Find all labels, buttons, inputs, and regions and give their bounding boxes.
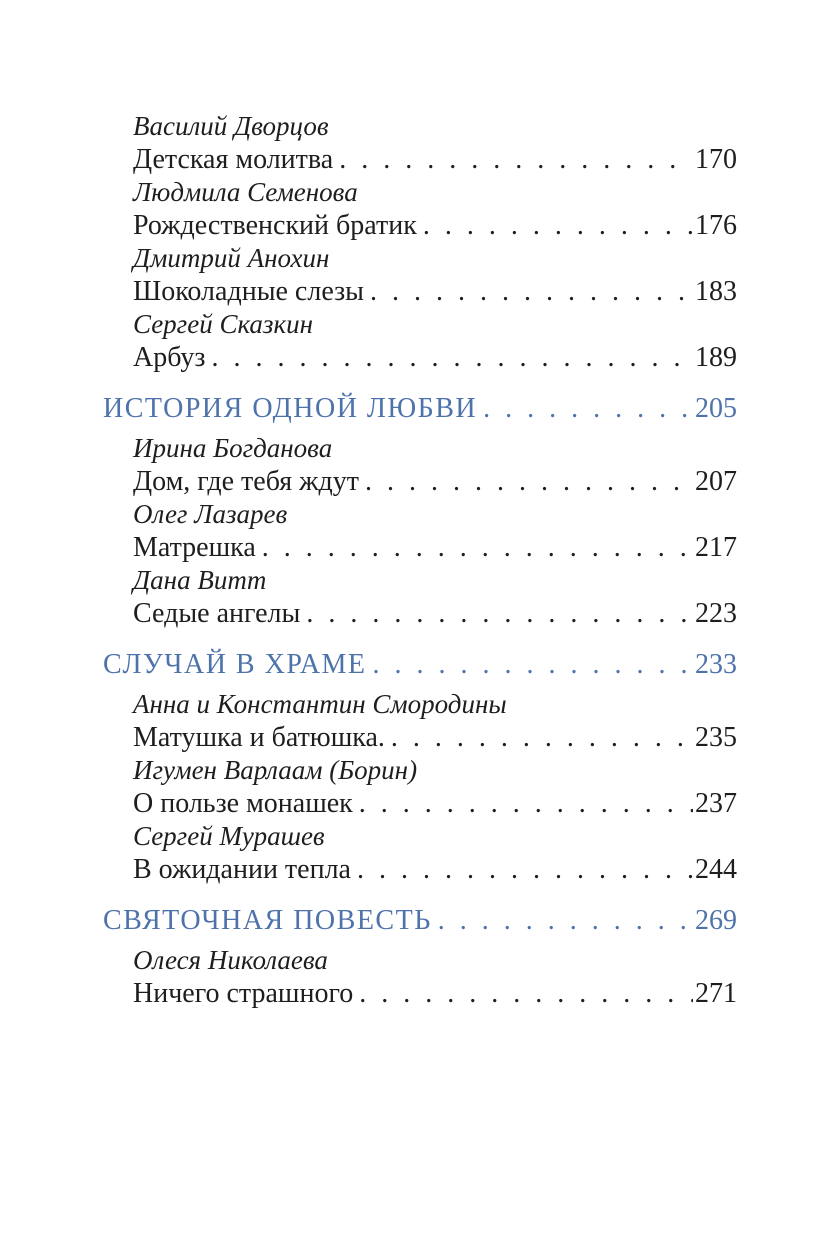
- dot-leader: [357, 853, 693, 886]
- entry-page-number: 170: [695, 144, 737, 175]
- dot-leader: [391, 721, 693, 754]
- toc-section-header: [103, 648, 737, 681]
- toc-entry: [133, 432, 737, 498]
- dot-leader: [370, 275, 693, 308]
- entry-title: О пользе монашек: [133, 788, 353, 819]
- toc-section-header: [103, 392, 737, 425]
- entry-title-line: [133, 275, 737, 308]
- toc-section-entries: [133, 432, 737, 630]
- entry-author: Дана Витт: [133, 565, 267, 595]
- entry-author: Сергей Мурашев: [133, 821, 325, 851]
- toc-section: [103, 110, 737, 374]
- entry-author: Людмила Семенова: [133, 177, 358, 207]
- entry-title-line: [133, 209, 737, 242]
- entry-author: Сергей Сказкин: [133, 309, 313, 339]
- toc-section-header: [103, 904, 737, 937]
- dot-leader: [359, 787, 693, 820]
- section-title: СЛУЧАЙ В ХРАМЕ: [103, 649, 367, 680]
- entry-author: Василий Дворцов: [133, 111, 329, 141]
- entry-page-number: 183: [695, 276, 737, 307]
- entry-title-line: [133, 977, 737, 1010]
- entry-title: Детская молитва: [133, 144, 334, 175]
- dot-leader: [306, 597, 693, 630]
- entry-author: Ирина Богданова: [133, 433, 333, 463]
- entry-title-line: [133, 853, 737, 886]
- entry-page-number: 223: [695, 598, 737, 629]
- toc-entry: [133, 498, 737, 564]
- dot-leader: [365, 465, 693, 498]
- toc-entry: [133, 820, 737, 886]
- entry-title: Седые ангелы: [133, 598, 301, 629]
- entry-title: Рождественский братик: [133, 210, 417, 241]
- dot-leader: [262, 531, 693, 564]
- toc-section-entries: [133, 944, 737, 1010]
- entry-title-line: [133, 531, 737, 564]
- entry-page-number: 217: [695, 532, 737, 563]
- entry-page-number: 189: [695, 342, 737, 373]
- section-title: ИСТОРИЯ ОДНОЙ ЛЮБВИ: [103, 393, 478, 424]
- dot-leader: [438, 904, 693, 937]
- entry-page-number: 235: [695, 722, 737, 753]
- toc-entry: [133, 176, 737, 242]
- entry-title-line: [133, 465, 737, 498]
- toc-entry: [133, 944, 737, 1010]
- entry-title: В ожидании тепла: [133, 854, 351, 885]
- dot-leader: [423, 209, 693, 242]
- entry-title: Ничего страшного: [133, 978, 354, 1009]
- toc-entry: [133, 308, 737, 374]
- toc-entry: [133, 242, 737, 308]
- entry-author: Игумен Варлаам (Борин): [133, 755, 418, 785]
- section-page-number: 233: [695, 649, 737, 680]
- entry-title-line: [133, 787, 737, 820]
- entry-title: Матрешка: [133, 532, 256, 563]
- entry-author: Олеся Николаева: [133, 945, 328, 975]
- toc-section-entries: [133, 688, 737, 886]
- toc-section: [103, 904, 737, 1010]
- entry-title-line: [133, 721, 737, 754]
- dot-leader: [359, 977, 693, 1010]
- entry-page-number: 244: [695, 854, 737, 885]
- entry-title: Дом, где тебя ждут: [133, 466, 359, 497]
- toc-section: [103, 392, 737, 630]
- entry-author: Дмитрий Анохин: [133, 243, 330, 273]
- entry-author: Анна и Константин Смородины: [133, 689, 507, 719]
- section-title: СВЯТОЧНАЯ ПОВЕСТЬ: [103, 905, 432, 936]
- entry-title-line: [133, 143, 737, 176]
- entry-page-number: 271: [695, 978, 737, 1009]
- dot-leader: [339, 143, 693, 176]
- dot-leader: [483, 392, 693, 425]
- entry-page-number: 176: [695, 210, 737, 241]
- entry-title-line: [133, 341, 737, 374]
- entry-page-number: 207: [695, 466, 737, 497]
- toc-section-entries: [133, 110, 737, 374]
- section-page-number: 205: [695, 393, 737, 424]
- toc-entry: [133, 110, 737, 176]
- entry-title: Матушка и батюшка.: [133, 722, 385, 753]
- toc-entry: [133, 688, 737, 754]
- toc-entry: [133, 754, 737, 820]
- entry-title: Шоколадные слезы: [133, 276, 364, 307]
- entry-page-number: 237: [695, 788, 737, 819]
- section-page-number: 269: [695, 905, 737, 936]
- dot-leader: [211, 341, 693, 374]
- entry-author: Олег Лазарев: [133, 499, 288, 529]
- toc-section: [103, 648, 737, 886]
- toc-entry: [133, 564, 737, 630]
- entry-title-line: [133, 597, 737, 630]
- entry-title: Арбуз: [133, 342, 206, 373]
- dot-leader: [373, 648, 693, 681]
